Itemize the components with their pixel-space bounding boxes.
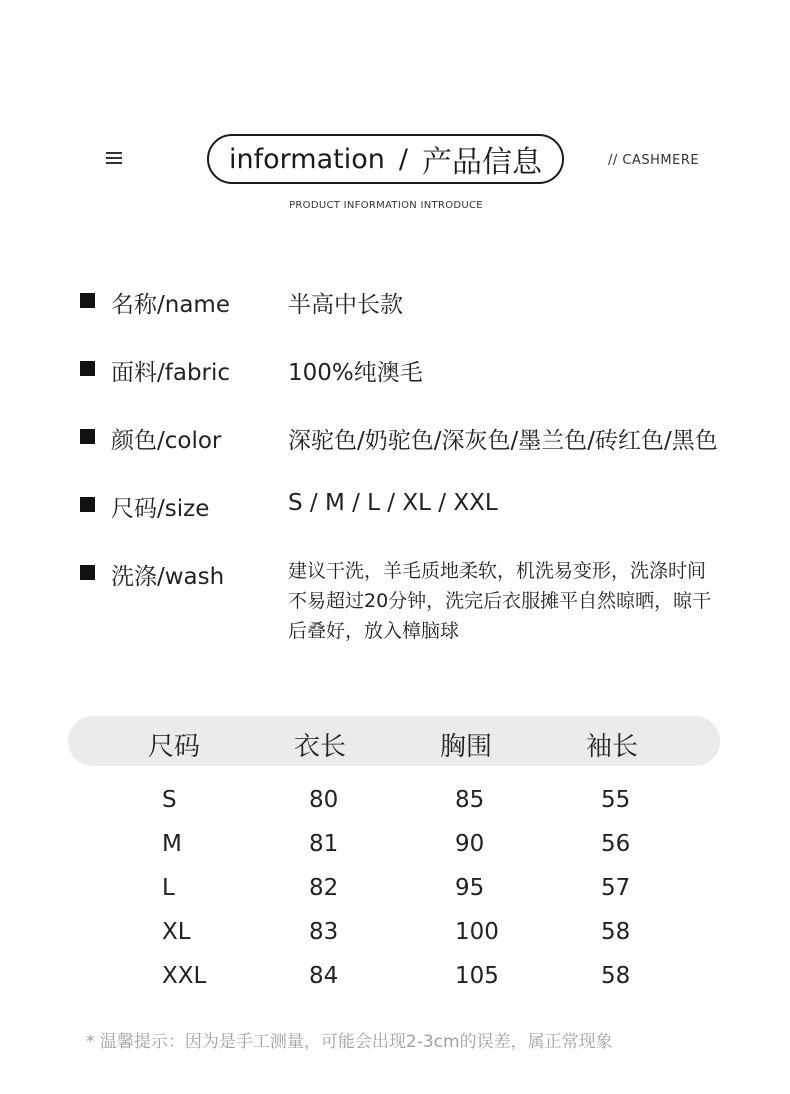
spec-value: 建议干洗，羊毛质地柔软，机洗易变形，洗涤时间不易超过20分钟，洗完后衣服摊平自然晾晒，晾干后叠好，放入樟脑球 <box>288 560 712 642</box>
bullet-square <box>80 565 95 580</box>
spec-value: 半高中长款 <box>288 292 403 318</box>
table-row <box>0 919 790 949</box>
title-separator: / <box>398 143 408 175</box>
spec-label: 尺码/size <box>111 496 210 522</box>
table-cell: XXL <box>162 963 207 989</box>
title-badge <box>207 134 564 184</box>
spec-row-wash <box>80 558 770 646</box>
header-length: 衣长 <box>294 732 347 762</box>
table-cell: 56 <box>601 831 631 857</box>
spec-row-name <box>80 286 770 319</box>
brand-label: // CASHMERE <box>608 153 700 168</box>
menu-icon <box>106 152 122 166</box>
table-cell: 95 <box>455 875 485 901</box>
spec-label: 名称/name <box>111 292 230 318</box>
title-english: information <box>229 143 385 175</box>
table-row <box>0 831 790 861</box>
spec-label: 洗涤/wash <box>111 564 225 590</box>
footnote: * 温馨提示：因为是手工测量，可能会出现2-3cm的误差，属正常现象 <box>86 1032 613 1052</box>
table-cell: XL <box>162 919 191 945</box>
header-chest: 胸围 <box>440 732 493 762</box>
spec-value: 深驼色/奶驼色/深灰色/墨兰色/砖红色/黑色 <box>288 428 718 454</box>
table-cell: 100 <box>455 919 499 945</box>
bullet-square <box>80 293 95 308</box>
spec-value: S / M / L / XL / XXL <box>288 490 498 516</box>
table-cell: 90 <box>455 831 485 857</box>
spec-label: 颜色/color <box>111 428 222 454</box>
bullet-square <box>80 429 95 444</box>
section-subtitle: PRODUCT INFORMATION INTRODUCE <box>289 200 483 211</box>
table-cell: 57 <box>601 875 631 901</box>
spec-row-color <box>80 422 770 455</box>
table-cell: 83 <box>309 919 339 945</box>
spec-row-fabric <box>80 354 770 387</box>
table-row <box>0 787 790 817</box>
table-cell: 85 <box>455 787 485 813</box>
spec-value: 100%纯澳毛 <box>288 360 423 386</box>
spec-label: 面料/fabric <box>111 360 231 386</box>
table-cell: 58 <box>601 963 631 989</box>
table-row <box>0 963 790 993</box>
header-sleeve: 袖长 <box>586 732 639 762</box>
table-cell: 105 <box>455 963 499 989</box>
table-row <box>0 875 790 905</box>
spec-row-size <box>80 490 770 523</box>
table-cell: 55 <box>601 787 631 813</box>
table-cell: 58 <box>601 919 631 945</box>
table-cell: 81 <box>309 831 339 857</box>
table-cell: 84 <box>309 963 339 989</box>
table-cell: 82 <box>309 875 339 901</box>
bullet-square <box>80 361 95 376</box>
table-cell: S <box>162 787 177 813</box>
header-size: 尺码 <box>148 732 201 762</box>
table-cell: M <box>162 831 182 857</box>
bullet-square <box>80 497 95 512</box>
table-cell: L <box>162 875 175 901</box>
size-table-header <box>68 716 720 766</box>
title-chinese: 产品信息 <box>421 145 542 180</box>
table-cell: 80 <box>309 787 339 813</box>
